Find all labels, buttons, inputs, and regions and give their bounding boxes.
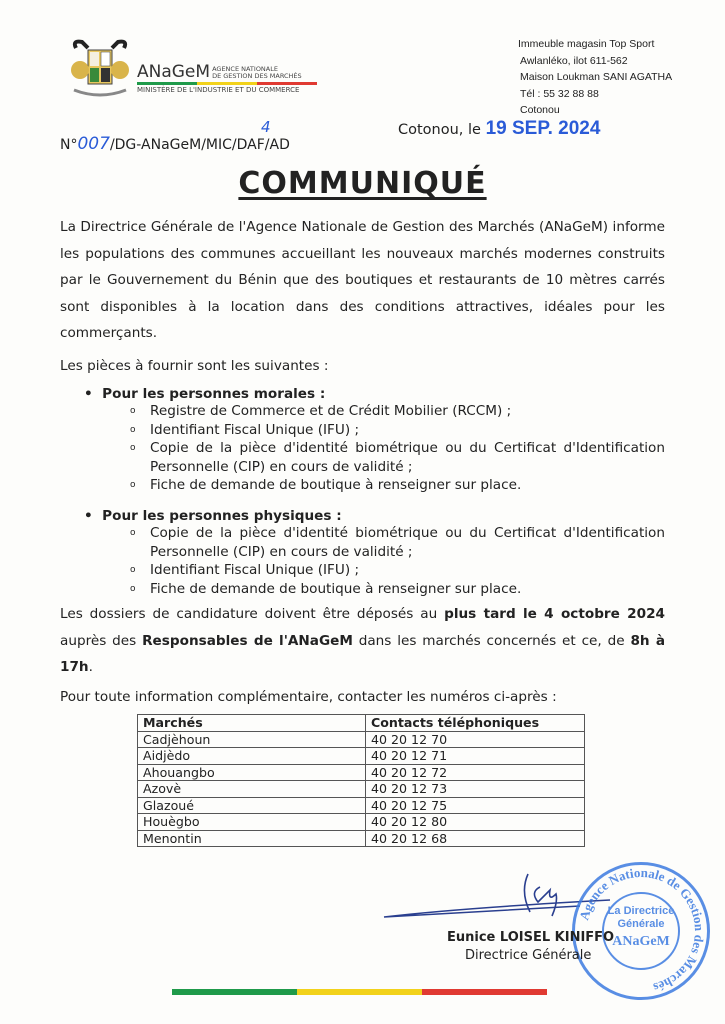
phone-cell: 40 20 12 75 (366, 797, 585, 814)
list-item: o Fiche de demande de boutique à renseigner sur place. (128, 476, 665, 495)
logo-sub2: DE GESTION DES MARCHÉS (212, 72, 302, 80)
market-cell: Houègbo (138, 814, 366, 831)
table-row (138, 814, 585, 831)
svg-text:Agence Nationale de Gestion de: Agence Nationale de Gestion des Marchés (576, 865, 707, 996)
page-title: COMMUNIQUÉ (238, 166, 487, 201)
list-item: o Identifiant Fiscal Unique (IFU) ; (128, 561, 665, 580)
address-line: Maison Loukman SANI AGATHA (520, 71, 673, 83)
pieces-intro: Les pièces à fournir sont les suivantes : (60, 358, 329, 374)
group-label: • Pour les personnes physiques : (84, 508, 342, 524)
market-cell: Glazoué (138, 797, 366, 814)
address-line: Tél : 55 32 88 88 (520, 87, 599, 100)
header-marches: Marchés (138, 715, 366, 732)
market-cell: Aidjèdo (138, 748, 366, 765)
list-item: o Registre de Commerce et de Crédit Mobilier (RCCM) ; (128, 402, 665, 421)
intro-paragraph: La Directrice Générale de l'Agence Nationale de Gestion des Marchés (ANaGeM) informe les populations des communes accueillant les nouveaux marchés modernes construits par le Gouvernement du Bénin que des boutiques et restaurants de 10 mètres carrés sont disponibles à la location dans des conditions attractives, idéales pour les commerçants. (60, 219, 665, 341)
table-row (138, 731, 585, 748)
address-block (518, 36, 672, 119)
market-cell: Cadjèhoun (138, 731, 366, 748)
signatory-role: Directrice Générale (465, 948, 592, 963)
footer-flag-bar (172, 989, 547, 995)
market-cell: Menontin (138, 830, 366, 847)
stamp-text: ANaGeM (612, 934, 670, 949)
ref-number-handwritten: 007 (77, 134, 110, 154)
stamp-text: Générale (617, 918, 665, 930)
address-line: Awlanléko, ilot 611-562 (520, 54, 628, 67)
list-item: o Identifiant Fiscal Unique (IFU) ; (128, 421, 665, 440)
coat-of-arms-logo (68, 38, 132, 102)
date-stamp: 19 SEP. 2024 (485, 118, 601, 139)
contact-intro: Pour toute information complémentaire, contacter les numéros ci-après : (60, 689, 557, 705)
group-morales (84, 386, 665, 495)
list-item: o Copie de la pièce d'identité biométrique ou du Certificat d'Identification Personnelle (CIP) en cours de validité ; (128, 524, 665, 561)
signatory-name: Eunice LOISEL KINIFFO (447, 930, 615, 945)
table-row (138, 764, 585, 781)
list-item: o Copie de la pièce d'identité biométrique ou du Certificat d'Identification Personnelle (CIP) en cours de validité ; (128, 439, 665, 476)
ref-annotation: 4 (261, 118, 271, 136)
group-label: • Pour les personnes morales : (84, 386, 326, 402)
list-item: o Fiche de demande de boutique à renseigner sur place. (128, 580, 665, 599)
deadline-paragraph: Les dossiers de candidature doivent être déposés au plus tard le 4 octobre 2024 auprès des Responsables de l'ANaGeM dans les marchés concernés et ce, de 8h à 17h. (60, 606, 666, 675)
address-line: Cotonou (520, 104, 560, 116)
date-line (398, 118, 600, 140)
ministry: MINISTÈRE DE L'INDUSTRIE ET DU COMMERCE (137, 86, 300, 94)
table-row (138, 830, 585, 847)
phone-cell: 40 20 12 70 (366, 731, 585, 748)
responsables: Responsables de l'ANaGeM (142, 632, 353, 649)
address-line: Immeuble magasin Top Sport (518, 38, 655, 50)
ref-suffix: /DG-ANaGeM/MIC/DAF/AD (109, 137, 290, 153)
reference-number (60, 134, 290, 154)
header-contacts: Contacts téléphoniques (366, 715, 585, 732)
group-physiques (84, 508, 665, 598)
table-row (138, 781, 585, 798)
logo-name: ANaGeM (137, 62, 211, 82)
logo-sub1: AGENCE NATIONALE (212, 65, 278, 73)
ref-prefix: N° (60, 137, 78, 153)
phone-cell: 40 20 12 73 (366, 781, 585, 798)
phone-cell: 40 20 12 80 (366, 814, 585, 831)
flag-bar (137, 82, 317, 85)
agency-logo (137, 62, 317, 94)
phone-cell: 40 20 12 72 (366, 764, 585, 781)
table-row (138, 797, 585, 814)
deadline-date: plus tard le 4 octobre 2024 (444, 606, 665, 622)
market-cell: Ahouangbo (138, 764, 366, 781)
date-prefix: Cotonou, le (398, 122, 481, 138)
phone-cell: 40 20 12 68 (366, 830, 585, 847)
table-row (138, 748, 585, 765)
hours: 8h à 17h (60, 632, 666, 675)
market-cell: Azovè (138, 781, 366, 798)
phone-cell: 40 20 12 71 (366, 748, 585, 765)
stamp-text: La Directrice (607, 905, 675, 917)
contacts-table (137, 714, 585, 847)
